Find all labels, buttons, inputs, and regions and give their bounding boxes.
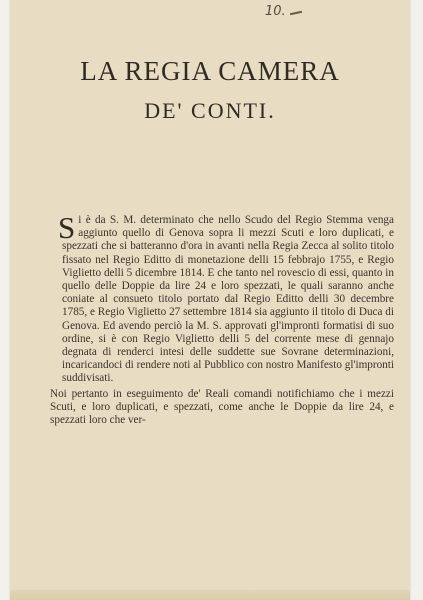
paragraph-1 <box>58 210 394 386</box>
drop-cap: S <box>58 210 76 245</box>
document-page <box>10 0 410 600</box>
document-subtitle: DE' CONTI. <box>144 98 276 123</box>
folio-number: 10. <box>265 4 286 19</box>
paragraph-1-text: i è da S. M. determinato che nello Scudo del Regio Stemma venga aggiunto quello di Genova sopra li mezzi Scuti e loro duplicati, e spezzati che si batteranno d'ora in avanti nella Regia Zecca al solito titolo fissato nel Regio Editto di monetazione delli 15 febbrajo 1755, e Regio Viglietto delli 5 dicembre 1814. E che tanto nel rovescio di essi, quanto in quello delle Doppie da lire 24 e loro spezzati, le quali saranno anche coniate al consueto titolo portato dal Regio Editto delli 30 decembre 1785, e Regio Viglietto 27 settembre 1814 sia aggiunto il titolo di Duca di Genova. Ed avendo perciò la M. S. approvati gl'impronti formatisi di suo ordine, si è con Regio Viglietto delli 5 del corrente mese di gennajo degnata di renderci intesi delle suddette sue Sovrane determinazioni, incaricandoci di rendere noti al Pubblico con nostro Manifesto gl'impronti suddivisati. <box>62 214 394 385</box>
paragraph-2: Noi pertanto in eseguimento de' Reali comandi notifichiamo che i mezzi Scuti, e loro duplicati, e spezzati, come anche le Doppie da lire 24, e spezzati loro che ver- <box>50 387 394 427</box>
document-body <box>50 210 394 427</box>
page-bottom-edge <box>10 590 410 600</box>
document-title: LA REGIA CAMERA <box>80 56 340 86</box>
ink-mark <box>290 11 302 15</box>
